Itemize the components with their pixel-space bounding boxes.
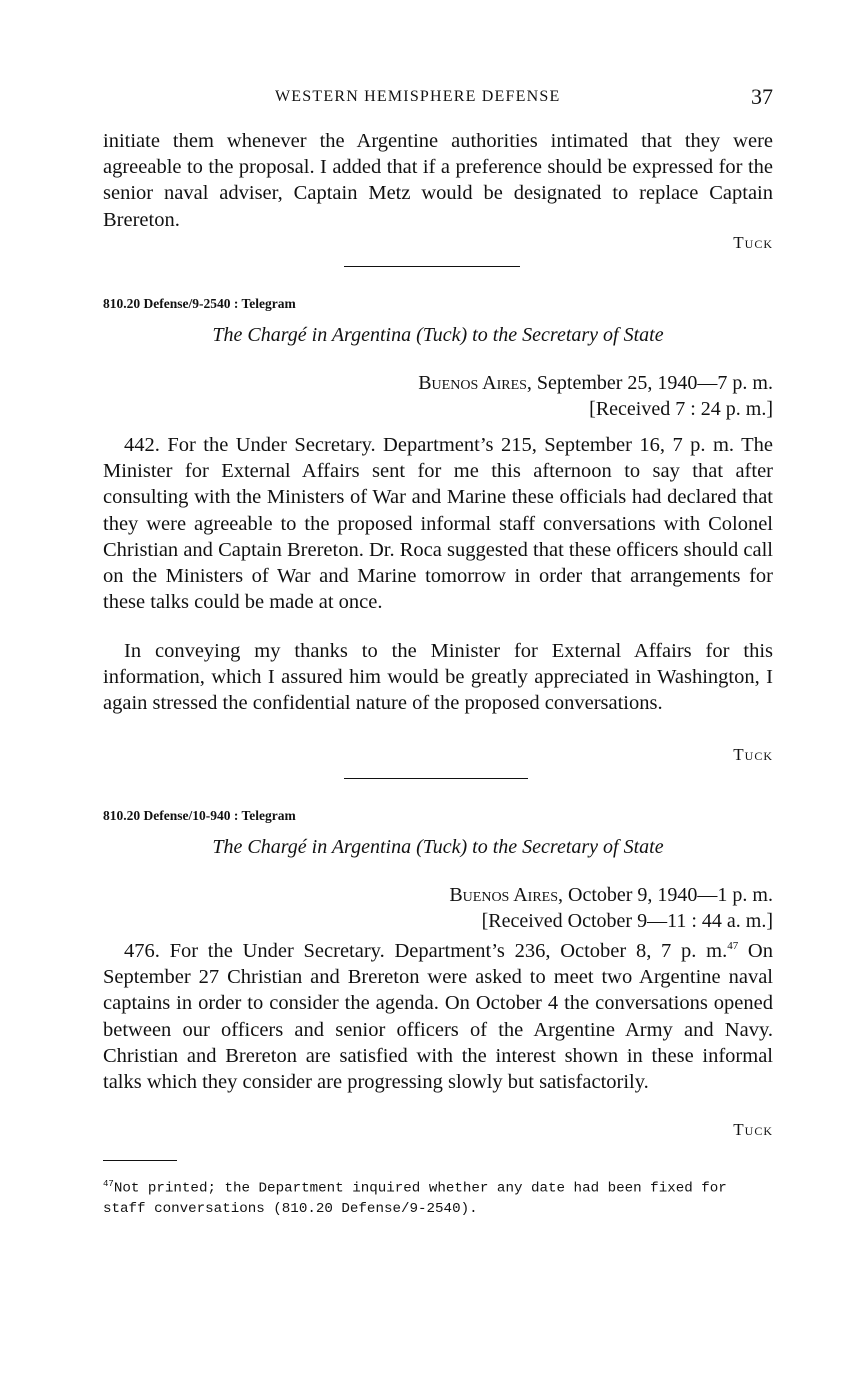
section-divider (344, 266, 520, 267)
paragraph-text: On September 27 Christian and Brereton were asked to meet two Argentine naval captains in order to consider the agenda. On October 4 the conversations opened between our officers and senior officers of the Argentine Army and Navy. Christian and Brereton are satisfied with the interest shown in these informal talks which they consider are progressing slowly but satisfactorily. (103, 940, 773, 1094)
signature-tuck-2: Tuck (733, 745, 773, 764)
dateline-place: Buenos Aires, (449, 884, 564, 906)
running-header (103, 84, 773, 114)
dateline (418, 370, 773, 422)
continued-paragraph: initiate them whenever the Argentine authorities intimated that they were agreeable to the proposal. I added that if a preference should be expressed for the senior naval adviser, Captain Metz would be designated to replace Captain Brereton. (103, 130, 773, 231)
section-divider (344, 778, 528, 779)
document-title: The Chargé in Argentina (Tuck) to the Secretary of State (212, 324, 664, 346)
file-reference: 810.20 Defense/10-940 : Telegram (103, 808, 296, 823)
footnote-text: Not printed; the Department inquired whether any date had been fixed for staff conversations (810.20 Defense/9-2540). (103, 1180, 727, 1217)
received-time: [Received October 9—11 : 44 a. m.] (481, 910, 773, 932)
signature-tuck-1: Tuck (733, 233, 773, 252)
paragraph-text: 476. For the Under Secretary. Department’s 236, October 8, 7 p. m. (124, 940, 728, 962)
telegram-paragraph (103, 938, 773, 1095)
page-number: 37 (751, 84, 773, 109)
footnote-rule (103, 1160, 177, 1161)
document-title: The Chargé in Argentina (Tuck) to the Secretary of State (212, 836, 664, 858)
footnote (103, 1174, 773, 1219)
dateline-date: September 25, 1940—7 p. m. (536, 372, 773, 394)
telegram-paragraph: In conveying my thanks to the Minister for External Affairs for this information, which I assured him would be greatly appreciated in Washington, I again stressed the confidential nature of the proposed conversations. (103, 640, 773, 715)
running-header-title: WESTERN HEMISPHERE DEFENSE (275, 88, 561, 105)
signature-tuck-3: Tuck (733, 1120, 773, 1139)
dateline-date: October 9, 1940—1 p. m. (568, 884, 773, 906)
file-reference: 810.20 Defense/9-2540 : Telegram (103, 296, 296, 311)
footnote-reference: 47 (727, 940, 739, 953)
telegram-paragraph: 442. For the Under Secretary. Department’s 215, September 16, 7 p. m. The Minister for External Affairs sent for me this afternoon to say that after consulting with the Ministers of War and Marine these officials had declared that they were agreeable to the proposed informal staff conversations with Colonel Christian and Captain Brereton. Dr. Roca suggested that these officers should call on the Ministers of War and Marine tomorrow in order that arrangements for these talks could be made at once. (103, 434, 773, 614)
dateline (449, 882, 773, 934)
footnote-number: 47 (103, 1179, 114, 1189)
dateline-place: Buenos Aires, (418, 372, 532, 394)
received-time: [Received 7 : 24 p. m.] (589, 398, 773, 420)
